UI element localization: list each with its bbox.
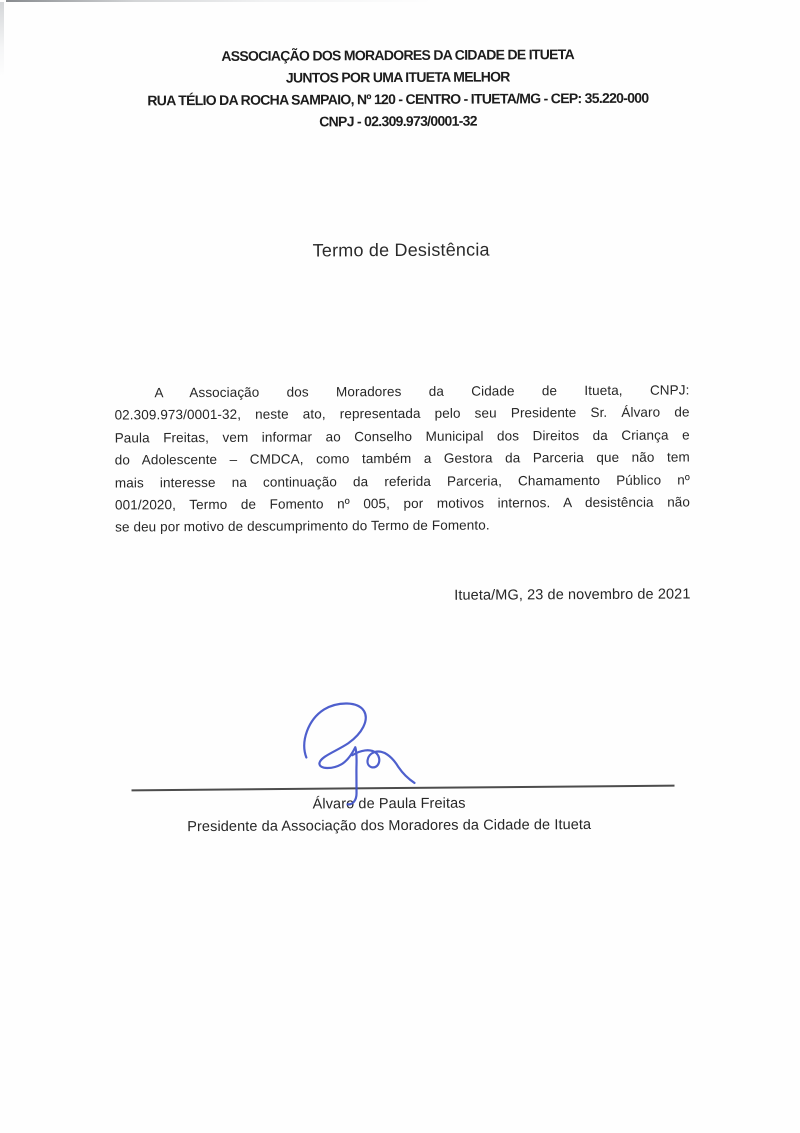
letterhead-cnpj: CNPJ - 02.309.973/0001-32 (319, 112, 477, 130)
letterhead-association-name: ASSOCIAÇÃO DOS MORADORES DA CIDADE DE ITUETA (221, 46, 575, 64)
body-line: A Associação dos Moradores da Cidade de Itueta, CNPJ: (154, 382, 690, 401)
letterhead-slogan: JUNTOS POR UMA ITUETA MELHOR (285, 68, 510, 86)
letterhead-address: RUA TÉLIO DA ROCHA SAMPAIO, Nº 120 - CENTRO - ITUETA/MG - CEP: 35.220-000 (147, 89, 649, 109)
body-line: 001/2020, Termo de Fomento nº 005, por motivos internos. A desistência não (114, 494, 691, 513)
signatory-role: Presidente da Associação dos Moradores da Cidade de Itueta (187, 817, 592, 836)
body-line: se deu por motivo de descumprimento do Termo de Fomento. (115, 517, 490, 535)
body-paragraph (114, 379, 690, 539)
place-and-date-line: Itueta/MG, 23 de novembro de 2021 (454, 586, 691, 604)
document-title: Termo de Desistência (312, 239, 490, 261)
body-line: Paula Freitas, vem informar ao Conselho Municipal dos Direitos da Criança e (114, 427, 690, 446)
body-line: mais interesse na continuação da referida Parceria, Chamamento Público nº (114, 472, 690, 491)
letterhead (58, 42, 738, 134)
signatory-name: Álvaro de Paula Freitas (312, 795, 466, 813)
body-line: do Adolescente – CMDCA, como também a Gestora da Parceria que não tem (114, 449, 690, 468)
body-line: 02.309.973/0001-32, neste ato, representada pelo seu Presidente Sr. Álvaro de (114, 404, 690, 423)
handwritten-signature-ink (286, 693, 457, 814)
